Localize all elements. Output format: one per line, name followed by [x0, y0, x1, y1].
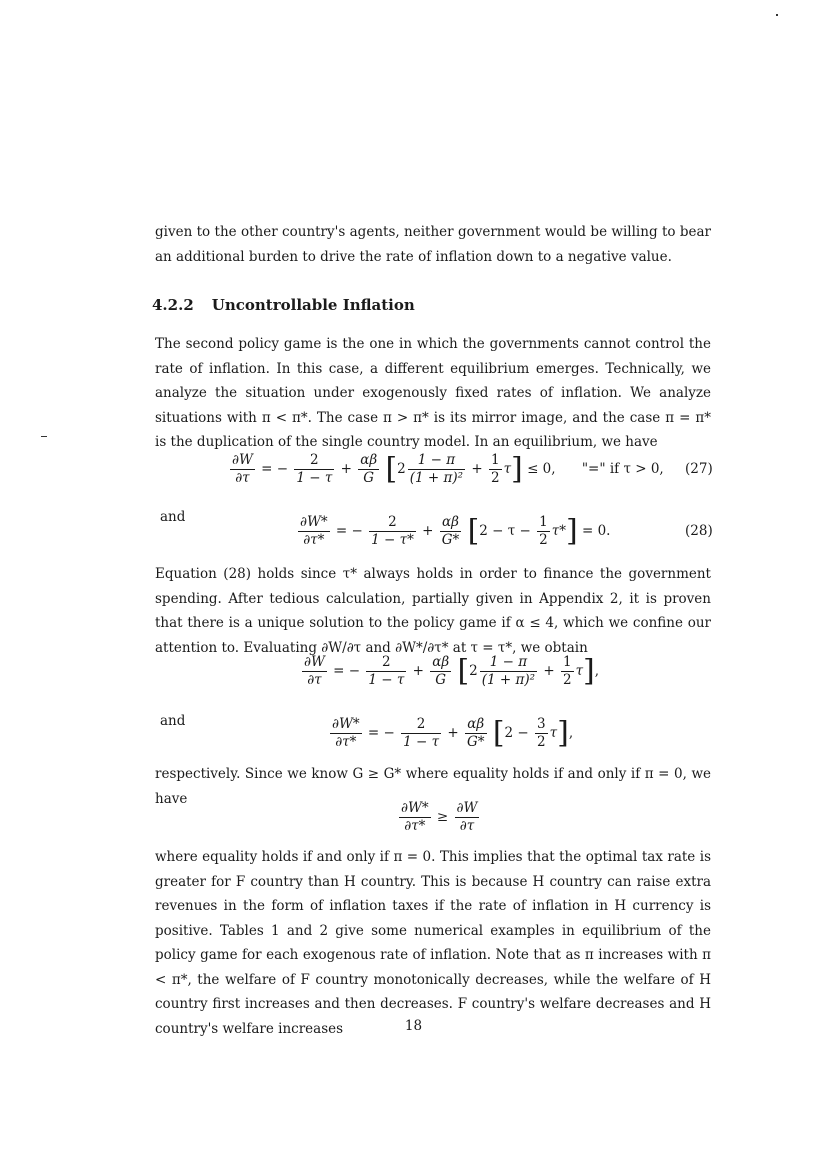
eqa-equals: = − [333, 663, 361, 679]
eqb-frac3: $\frac{3}{2}$ [537, 716, 546, 750]
paragraph-intro: given to the other country's agents, neither government would be willing to bear an additional burden to drive the rate of inflation down to a negative value. [155, 224, 711, 265]
eqa-frac1: $\frac{2}{1 - \tau}$ [368, 654, 405, 688]
eq28-frac2: $\frac{\alpha\beta}{G*}$ [441, 514, 460, 548]
eq28-relation: = 0. [581, 523, 611, 539]
paragraph-respectively: respectively. Since we know G ≥ G* where equality holds if and only if π = 0, we have [155, 766, 711, 807]
eq27-bracket-open: [ [385, 451, 398, 487]
eq27-bracket-plus: + [471, 461, 483, 477]
eq27-frac3: $\frac{1 - \pi}{\text{(1 + π)²}}$ [409, 452, 464, 486]
eq27-frac4: $\frac{1}{2}$ [490, 452, 500, 486]
eq28-equals: = − [335, 523, 363, 539]
connector-and-2: and [160, 713, 186, 729]
eq27-relation: ≤ 0, [527, 461, 556, 477]
equation-28 [296, 514, 610, 549]
eq28-tail: τ* [551, 523, 566, 539]
eq27-bracket-close: ] [511, 451, 523, 487]
eq27-tail: τ [503, 461, 512, 477]
eqb-comma: , [568, 725, 574, 741]
eqb-frac1: $\frac{2}{1 - \tau}$ [403, 716, 440, 750]
eq28-bracket-close: ] [565, 513, 578, 549]
eq27-lhs: $\frac{\partial W}{\partial\tau}$ [232, 452, 253, 486]
eq28-bracket-term: 2 − τ − [479, 523, 531, 539]
margin-dash [41, 436, 47, 437]
page-number: 18 [404, 1018, 423, 1034]
equation-dWstar-dtaustar [328, 716, 573, 751]
connector-and-1: and [160, 509, 186, 525]
eqb-bracket-term: 2 − [504, 725, 529, 741]
eqc-lhs: $\frac{\partial W*}{\partial\tau*}$ [401, 800, 429, 834]
equation-number-28: (28) [685, 523, 713, 539]
eqb-lhs: $\frac{\partial W*}{\partial\tau*}$ [332, 716, 360, 750]
eqa-plus: + [412, 663, 424, 679]
eq27-bracket-term: 2 [397, 461, 406, 477]
eqb-bracket-open: [ [492, 715, 505, 751]
eqa-lhs: $\frac{\partial W}{\partial\tau}$ [304, 654, 325, 688]
scan-speck [776, 14, 778, 16]
eqb-equals: = − [367, 725, 395, 741]
eqb-bracket-close: ] [557, 715, 569, 751]
eqb-plus: + [447, 725, 459, 741]
eqa-tail: τ [575, 663, 584, 679]
eq27-plus: + [340, 461, 352, 477]
eq27-frac1: $\frac{2}{1 - \tau}$ [296, 452, 333, 486]
eq28-frac3: $\frac{1}{2}$ [539, 514, 548, 548]
equation-number-27: (27) [685, 461, 713, 477]
section-title: Uncontrollable Inflation [211, 296, 415, 314]
section-heading [152, 296, 415, 314]
eqa-bracket-close: ] [583, 653, 595, 689]
eqc-relation: ≥ [436, 809, 449, 825]
eqa-frac2: $\frac{\alpha\beta}{G}$ [432, 654, 450, 688]
equation-inequality [397, 800, 481, 835]
eqa-frac4: $\frac{1}{2}$ [562, 654, 572, 688]
eqa-bracket-term: 2 [469, 663, 478, 679]
eqa-bracket-plus: + [543, 663, 555, 679]
eq27-frac2: $\frac{\alpha\beta}{G}$ [360, 452, 378, 486]
paragraph-uncontrollable: The second policy game is the one in which the governments cannot control the rate of inflation. In this case, a different equilibrium emerges. Technically, we analyze the situation under exogenously fixed rates of inflation. We analyze situations with π < π*. The case π > π* is its mirror image, and the case π = π* is the duplication of the single country model. In an equilibrium, we have [155, 336, 711, 450]
eq27-equals: = − [261, 461, 289, 477]
eqb-tail: τ [549, 725, 558, 741]
eqc-rhs: $\frac{\partial W}{\partial\tau}$ [456, 800, 478, 834]
eqa-comma: , [594, 663, 600, 679]
eq28-lhs: $\frac{\partial W*}{\partial\tau*}$ [300, 514, 328, 548]
eqb-frac2: $\frac{\alpha\beta}{G*}$ [466, 716, 485, 750]
section-number: 4.2.2 [152, 296, 194, 314]
eqa-bracket-open: [ [457, 653, 470, 689]
eq27-condition: "=" if τ > 0, [581, 461, 664, 477]
eq28-frac1: $\frac{2}{1 - \tau*}$ [371, 514, 414, 548]
paragraph-equality: where equality holds if and only if π = 0. This implies that the optimal tax rate is greater for F country than H country. This is because H country can raise extra revenues in the form of inflation taxes if the rate of inflation in H currency is positive. Tables 1 and 2 give some numerical examples in equilibrium of the policy game for each exogenous rate of inflation. Note that as π increases with π < π*, the welfare of F country monotonically decreases, while the welfare of H country first increases and then decreases. F country's welfare decreases and H country's welfare increases [155, 849, 711, 1037]
eqa-frac3: $\frac{1 - \pi}{\text{(1 + π)²}}$ [481, 654, 536, 688]
equation-27 [228, 452, 664, 487]
paragraph-equation-28: Equation (28) holds since τ* always holds in order to finance the government spending. After tedious calculation, partially given in Appendix 2, it is proven that there is a unique solution to the policy game if α ≤ 4, which we confine our attention to. Evaluating ∂W/∂τ and ∂W*/∂τ* at τ = τ*, we obtain [155, 566, 711, 656]
eq28-bracket-open: [ [467, 513, 480, 549]
eq28-plus: + [422, 523, 434, 539]
equation-dW-dtau [300, 654, 599, 689]
